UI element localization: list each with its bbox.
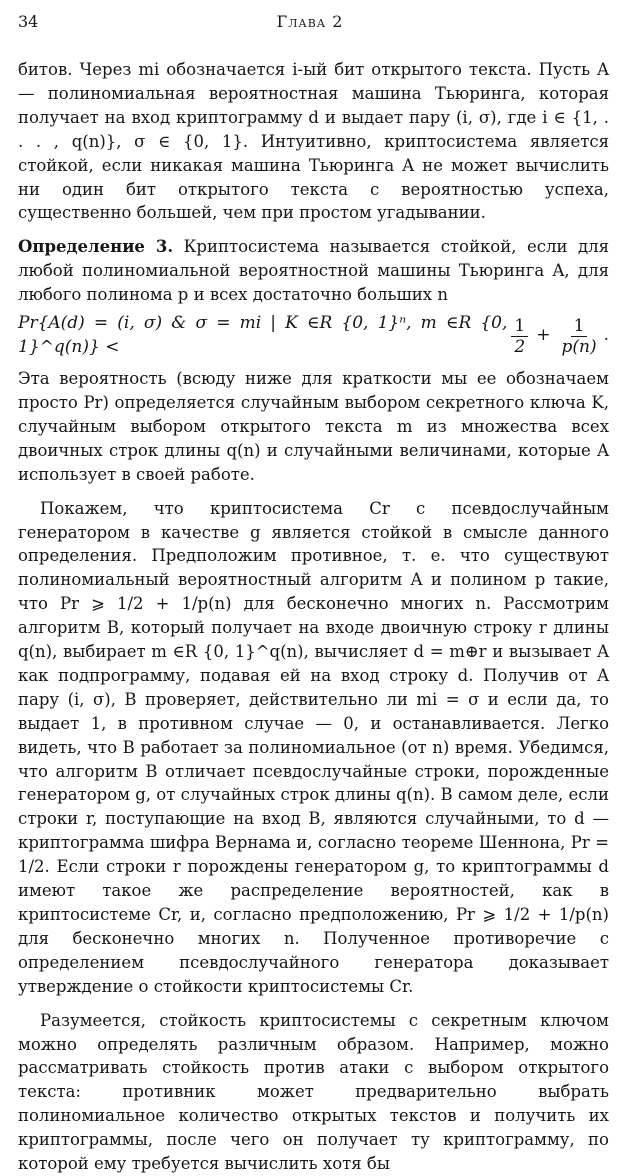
formula-plus: +: [536, 325, 551, 346]
security-formula: [18, 311, 609, 361]
fraction-numerator: 1: [571, 316, 588, 337]
definition: [18, 235, 609, 307]
formula-main: Pr{A(d) = (i, σ) & σ = mi | K ∈R {0, 1}ⁿ, m ∈R {0, 1}^q(n)} <: [18, 313, 508, 358]
fraction-denominator: p(n): [561, 336, 597, 357]
paragraph-remark: Разумеется, стойкость криптосистемы с секретным ключом можно определять различным образом. Например, можно рассматривать стойкость против атаки с выбором открытого текста: противник может предварительно выбрать полиномиальное количество открытых текстов и получить их криптограммы, после чего он получает ту криптограмму, по которой ему требуется вычислить хотя бы: [18, 1010, 609, 1174]
fraction-one-over-p: [558, 316, 599, 357]
body-text: [18, 58, 609, 1176]
formula-period: .: [603, 325, 609, 346]
fraction-denominator: 2: [514, 336, 526, 357]
paragraph-probability: Эта вероятность (всюду ниже для краткости мы ее обозначаем просто Pr) определяется случайным выбором секретного ключа K, случайным выбором открытого текста m из множества всех двоичных строк длины q(n) и случайными величинами, которые A использует в своей работе.: [18, 369, 609, 484]
fraction-one-half: [511, 316, 528, 357]
paragraph-intro: битов. Через mi обозначается i-ый бит открытого текста. Пусть A — полиномиальная вероятностная машина Тьюринга, которая получает на вход криптограмму d и выдает пару (i, σ), где i ∈ {1, . . . , q(n)}, σ ∈ {0, 1}. Интуитивно, криптосистема является стойкой, если никакая машина Тьюринга A не может вычислить ни один бит открытого текста с вероятностью успеха, существенно большей, чем при простом угадывании.: [18, 60, 609, 223]
definition-title: Определение 3.: [18, 237, 174, 257]
definition-body: Криптосистема называется стойкой, если для любой полиномиальной вероятностной машины Тьюринга A, для любого полинома p и всех достаточно больших n: [18, 237, 609, 305]
chapter-title: Глава 2: [276, 12, 344, 31]
page-number: 34: [18, 12, 39, 31]
fraction-numerator: 1: [511, 316, 528, 337]
running-header: [18, 6, 602, 32]
paragraph-proof: Покажем, что криптосистема Cr с псевдослучайным генератором в качестве g является стойкой в смысле данного определения. Предположим противное, т. е. что существуют полиномиальный вероятностный алгоритм A и полином p такие, что Pr ⩾ 1/2 + 1/p(n) для бесконечно многих n. Рассмотрим алгоритм B, который получает на входе двоичную строку r длины q(n), выбирает m ∈R {0, 1}^q(n), вычисляет d = m⊕r и вызывает A как подпрограмму, подавая ей на вход строку d. Получив от A пару (i, σ), B проверяет, действительно ли mi = σ и если да, то выдает 1, в противном случае — 0, и останавливается. Легко видеть, что B работает за полиномиальное (от n) время. Убедимся, что алгоритм B отличает псевдослучайные строки, порожденные генератором g, от случайных строк длины q(n). В самом деле, если строки r, поступающие на вход B, являются случайными, то d — криптограмма шифра Вернама и, согласно теореме Шеннона, Pr = 1/2. Если строки r порождены генератором g, то криптограммы d имеют такое же распределение вероятностей, как в криптосистеме Cr, и, согласно предположению, Pr ⩾ 1/2 + 1/p(n) для бесконечно многих n. Полученное противоречие с определением псевдослучайного генератора доказывает утверждение о стойкости криптосистемы Cr.: [18, 498, 609, 996]
